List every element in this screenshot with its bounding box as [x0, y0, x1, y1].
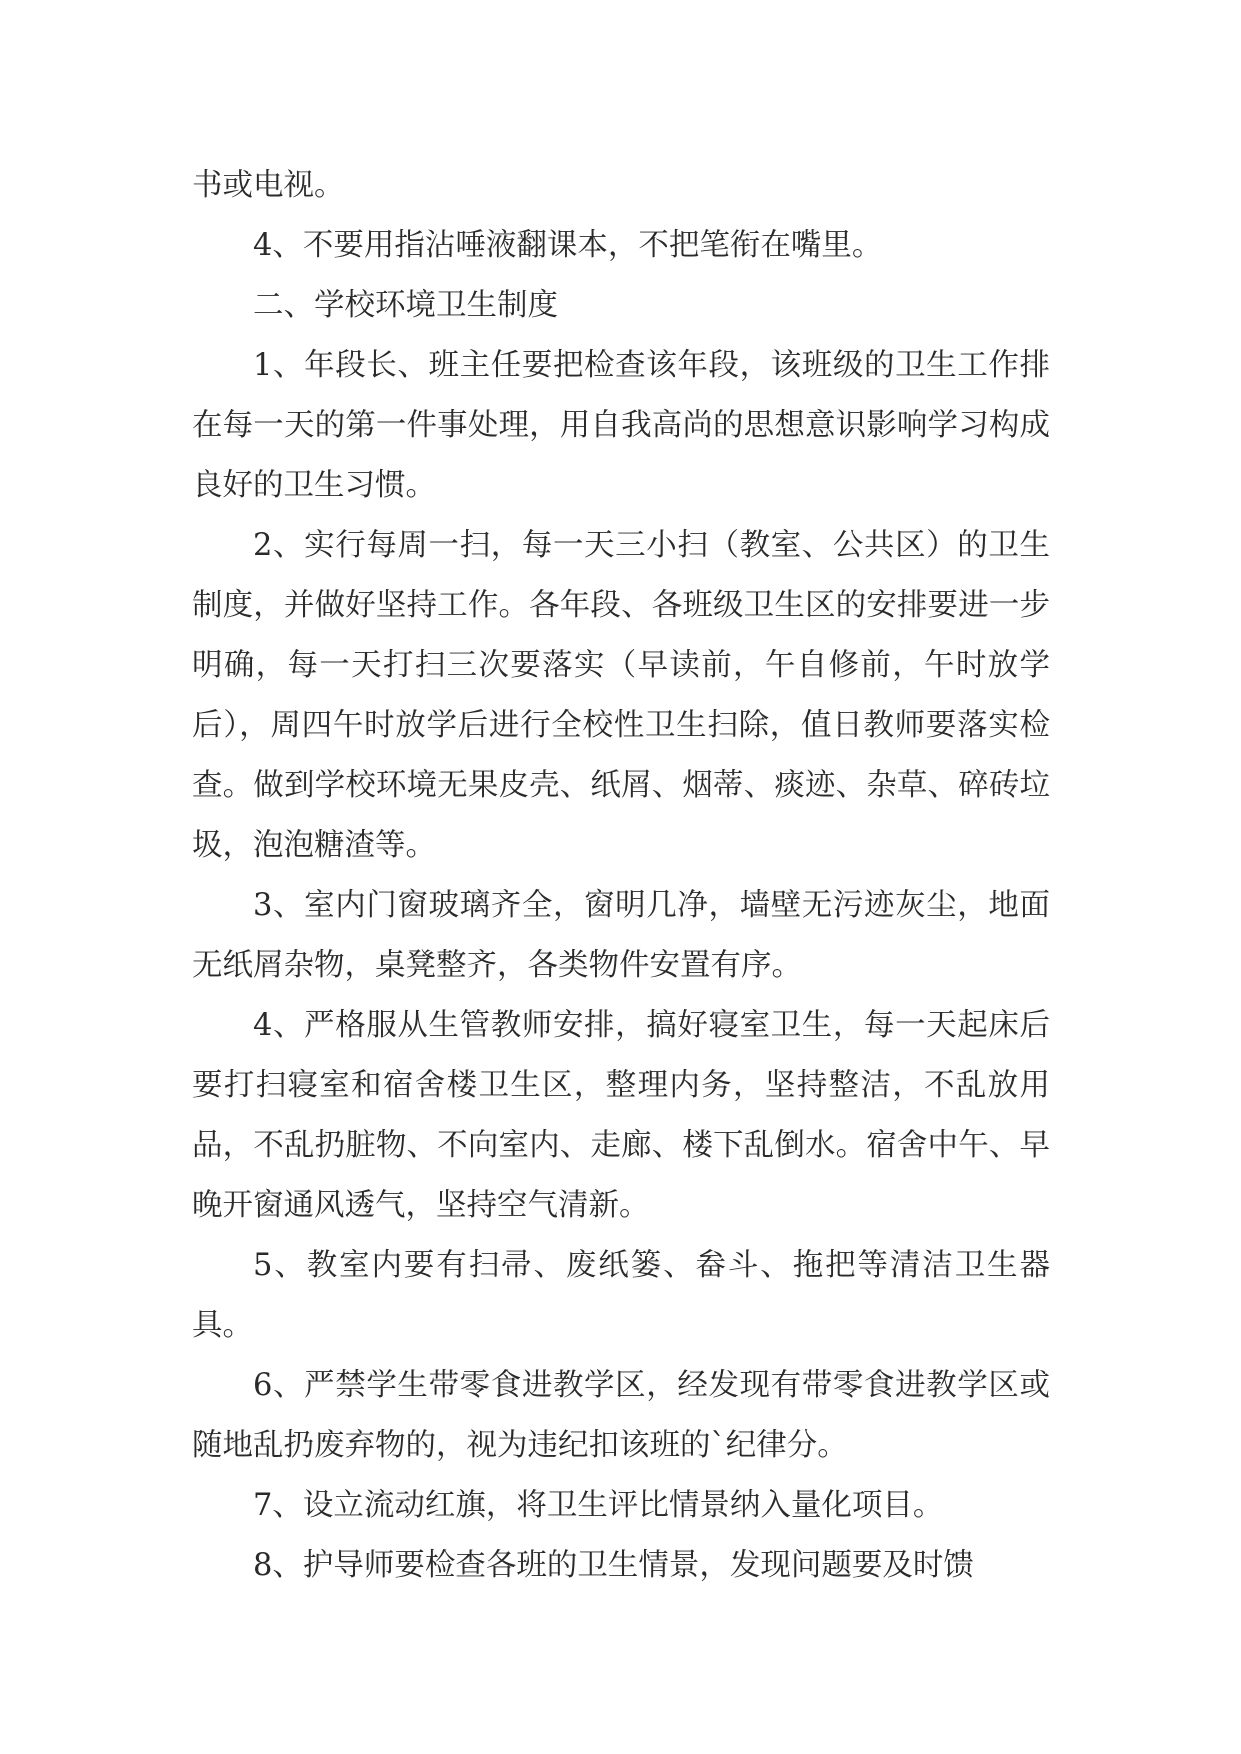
paragraph-6: 3、室内门窗玻璃齐全，窗明几净，墙壁无污迹灰尘，地面无纸屑杂物，桌凳整齐，各类物件安置有序。 — [192, 888, 1050, 983]
section-heading: 二、学校环境卫生制度 — [253, 288, 558, 323]
paragraph-9: 6、严禁学生带零食进教学区，经发现有带零食进教学区或随地乱扔废弃物的，视为违纪扣该班的`纪律分。 — [192, 1368, 1050, 1463]
paragraph-4: 1、年段长、班主任要把检查该年段，该班级的卫生工作排在每一天的第一件事处理，用自我高尚的思想意识影响学习构成良好的卫生习惯。 — [192, 348, 1050, 503]
paragraph-5: 2、实行每周一扫，每一天三小扫（教室、公共区）的卫生制度，并做好坚持工作。各年段、各班级卫生区的安排要进一步明确，每一天打扫三次要落实（早读前，午自修前，午时放学后），周四午时放学后进行全校性卫生扫除，值日教师要落实检查。做到学校环境无果皮壳、纸屑、烟蒂、痰迹、杂草、碎砖垃圾，泡泡糖渣等。 — [192, 528, 1050, 863]
paragraph-7: 4、严格服从生管教师安排，搞好寝室卫生，每一天起床后要打扫寝室和宿舍楼卫生区，整理内务，坚持整洁，不乱放用品，不乱扔脏物、不向室内、走廊、楼下乱倒水。宿舍中午、早晚开窗通风透气，坚持空气清新。 — [192, 1008, 1050, 1223]
paragraph-2: 4、不要用指沾唾液翻课本，不把笔衔在嘴里。 — [253, 228, 883, 263]
paragraph-11: 8、护导师要检查各班的卫生情景，发现问题要及时馈 — [253, 1548, 974, 1583]
document-body — [192, 156, 1050, 1596]
paragraph-1: 书或电视。 — [192, 168, 345, 203]
paragraph-10: 7、设立流动红旗，将卫生评比情景纳入量化项目。 — [253, 1488, 944, 1523]
paragraph-8: 5、教室内要有扫帚、废纸篓、畚斗、拖把等清洁卫生器具。 — [192, 1248, 1050, 1343]
